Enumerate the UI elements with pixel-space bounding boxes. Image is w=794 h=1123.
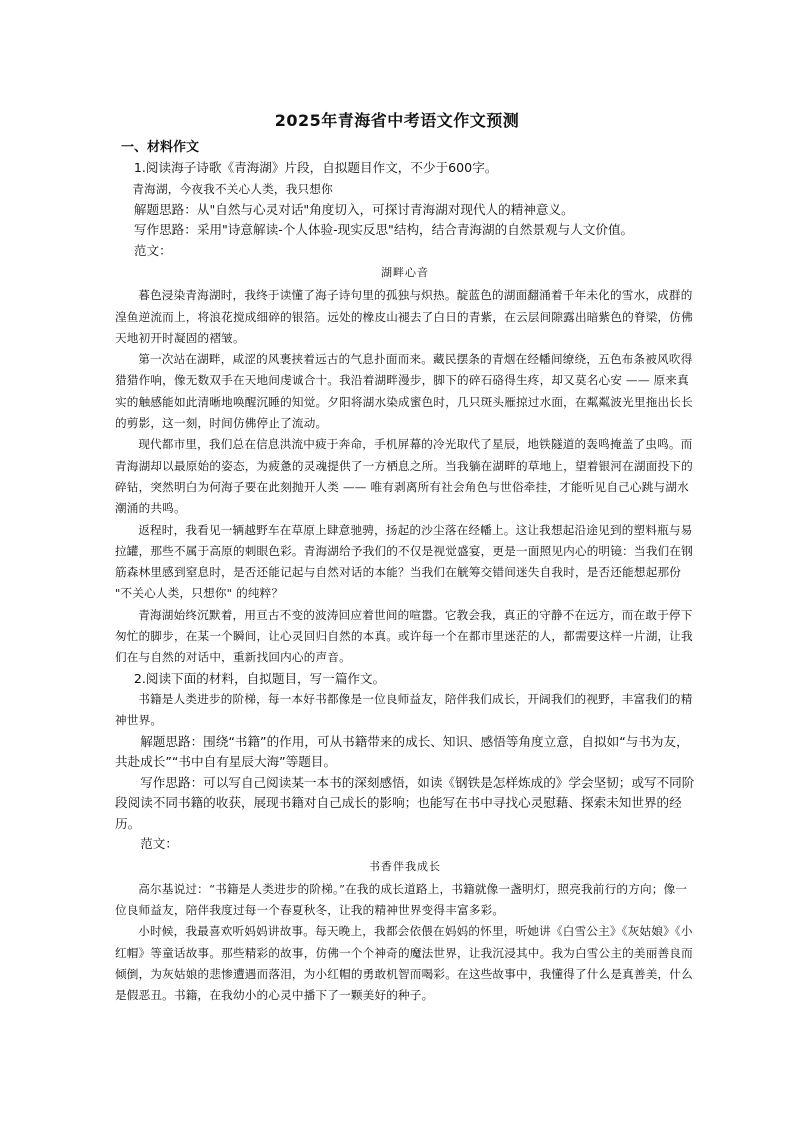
essay-1-paragraph: 第一次站在湖畔，咸涩的风裹挟着远古的气息扑面而来。藏民摆条的青烟在经幡间缭绕，五色布条被风吹得猎猎作响，像无数双手在天地间虔诚合十。我沿着湖畔漫步，脚下的碎石硌得生疼，却又莫名心安 —— 原来真实的触感能如此清晰地唤醒沉睡的知觉。夕阳将湖水染成蜜色时，几只斑头雁掠过水面，在粼粼波光里拖出长长的剪影，这一刻，时间仿佛停止了流动。 — [115, 352, 693, 431]
page-title: 2025年青海省中考语文作文预测 — [274, 111, 520, 130]
question-2-prompt: 2.阅读下面的材料，自拟题目，写一篇作文。 — [133, 670, 386, 686]
question-2-material: 书籍是人类进步的阶梯，每一本好书都像是一位良师益友，陪伴我们成长，开阔我们的视野，丰富我们的精神世界。 — [115, 692, 693, 728]
question-2-writing-approach: 写作思路：可以写自己阅读某一本书的深刻感悟，如读《钢铁是怎样炼成的》学会坚韧；或写不同阶段阅读不同书籍的收获，展现书籍对自己成长的影响；也能写在书中寻找心灵慰藉、探索未知世界的经历。 — [115, 774, 695, 831]
question-2-analysis: 解题思路：围绕“书籍”的作用，可从书籍带来的成长、知识、感悟等角度立意，自拟如“与书为友，共赴成长”“书中自有星辰大海”等题目。 — [115, 733, 689, 770]
question-1-writing-approach: 写作思路：采用"诗意解读-个人体验-现实反思"结构，结合青海湖的自然景观与人文价值。 — [133, 222, 634, 238]
question-1-prompt: 1.阅读海子诗歌《青海湖》片段，自拟题目作文，不少于600字。 — [133, 160, 498, 175]
essay-1-paragraph: 暮色浸染青海湖时，我终于读懂了海子诗句里的孤独与炽热。靛蓝色的湖面翻涌着千年未化的雪水，成群的湟鱼逆流而上，将浪花搅成细碎的银箔。远处的橡皮山褪去了白日的青紫，在云层间隙露出暗紫色的脊梁，仿佛天地初开时凝固的褶皱。 — [115, 288, 693, 345]
question-1-poem: 青海湖，今夜我不关心人类，我只想你 — [132, 181, 333, 196]
essay-1-paragraph: 返程时，我看见一辆越野车在草原上肆意驰骋，扬起的沙尘落在经幡上。这让我想起沿途见到的塑料瓶与易拉罐，那些不属于高原的刺眼色彩。青海湖给予我们的不仅是视觉盛宴，更是一面照见内心的明镜：当我们在钢筋森林里感到窒息时，是否还能记起与自然对话的本能？当我们在觥筹交错间迷失自我时，是否还能想起那份 "不关心人类，只想你" 的纯粹？ — [115, 522, 693, 601]
document-body — [115, 138, 695, 1007]
question-2-sample-label: 范文： — [140, 836, 178, 852]
essay-1-paragraph: 青海湖始终沉默着，用亘古不变的波涛回应着世间的喧嚣。它教会我，真正的守静不在远方，而在敢于停下匆忙的脚步，在某一个瞬间，让心灵回归自然的本真。或许每一个在都市里迷茫的人，都需要这样一片湖，让我们在与自然的对话中，重新找回内心的声音。 — [115, 607, 693, 665]
section-heading: 一、材料作文 — [121, 140, 200, 155]
essay-2-paragraph: 高尔基说过：“书籍是人类进步的阶梯。”在我的成长道路上，书籍就像一盏明灯，照亮我前行的方向；像一位良师益友，陪伴我度过每一个春夏秋冬，让我的精神世界变得丰富多彩。 — [115, 881, 688, 918]
essay-1-title: 湖畔心音 — [381, 266, 429, 280]
question-1-sample-label: 范文： — [133, 242, 172, 258]
question-1-analysis: 解题思路：从"自然与心灵对话"角度切入，可探讨青海湖对现代人的精神意义。 — [133, 201, 574, 217]
essay-2-title: 书香伴我成长 — [369, 859, 441, 873]
essay-1-paragraph: 现代都市里，我们总在信息洪流中疲于奔命，手机屏幕的冷光取代了星辰，地铁隧道的轰鸣掩盖了虫鸣。而青海湖却以最原始的姿态，为疲惫的灵魂提供了一方栖息之所。当我躺在湖畔的草地上，望着银河在湖面投下的碎钻，突然明白为何海子要在此刻抛开人类 —— 唯有剥离所有社会角色与世俗牵挂，才能听见自己心跳与湖水潮涌的共鸣。 — [115, 437, 693, 516]
essay-2-paragraph: 小时候，我最喜欢听妈妈讲故事。每天晚上，我都会依偎在妈妈的怀里，听她讲《白雪公主》《灰姑娘》《小红帽》等童话故事。那些精彩的故事，仿佛一个个神奇的魔法世界，让我沉浸其中。我为白雪公主的美丽善良而倾倒，为灰姑娘的悲惨遭遇而落泪，为小红帽的勇敢机智而喝彩。在这些故事中，我懂得了什么是真善美，什么是假恶丑。书籍，在我幼小的心灵中播下了一颗美好的种子。 — [115, 924, 693, 1003]
